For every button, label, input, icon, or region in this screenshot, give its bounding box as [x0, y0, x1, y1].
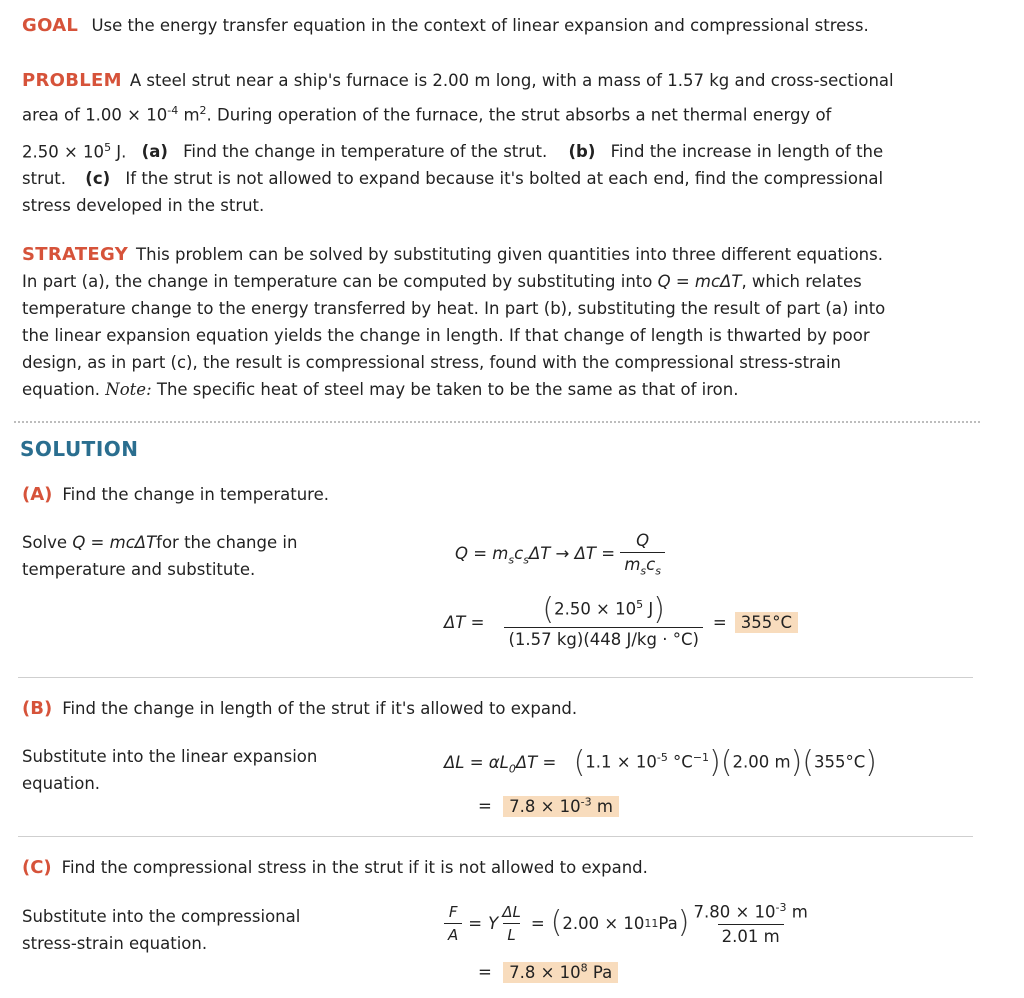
- fraction-denominator: 2.01 m: [718, 924, 784, 946]
- subscript: s: [655, 564, 661, 578]
- eq-text: Y: [488, 913, 499, 933]
- factor: Pa: [658, 913, 678, 933]
- eq-text: ΔT =: [444, 612, 485, 632]
- part-c-result: [503, 962, 618, 983]
- exponent: -3: [580, 795, 592, 808]
- instr-text: temperature and substitute.: [22, 560, 256, 579]
- fraction: [498, 903, 525, 944]
- strategy-line: design, as in part (c), the result is compressional stress, found with the compressional stress-strain: [22, 353, 841, 372]
- exponent: -3: [775, 901, 787, 914]
- fraction: $\frac{(2.50 \times 10^5 J)}{(1.57 kg)(448 J/kg \cdot ^\circ C)}$: [504, 595, 702, 649]
- instr-text: stress-strain equation.: [22, 934, 208, 953]
- part-a-label: (a): [141, 142, 168, 161]
- problem-line: stress developed in the strut.: [22, 196, 265, 215]
- section-divider: [14, 421, 980, 423]
- part-a-heading: Find the change in temperature.: [62, 485, 329, 504]
- problem-line: area of 1.00 × 10: [22, 105, 168, 125]
- eq-text: =: [478, 796, 492, 816]
- problem-line: J.: [111, 142, 127, 161]
- part-b-equation-1: $\Delta L = \alpha L_0\Delta T = (1.1 \times 10^{-5}$ $^\circ C^{-1})(2.00$ m)(355°C): [444, 745, 877, 780]
- part-a-equation-1: [455, 531, 665, 577]
- part-c-label: (C): [22, 857, 52, 878]
- exponent: 2: [199, 104, 207, 117]
- fraction-denominator: (1.57 kg)(448 J/kg · °C): [504, 627, 702, 649]
- fraction-numerator: 7.80 × 10: [693, 902, 776, 922]
- subscript: 0: [508, 761, 516, 775]
- subscript: s: [523, 552, 529, 566]
- part-c-label: (c): [85, 169, 111, 188]
- fraction-numerator: ΔL: [502, 902, 521, 921]
- part-divider: [18, 677, 973, 678]
- instr-text: Substitute into the linear expansion: [22, 747, 318, 766]
- factor: 2.00 × 10: [562, 913, 645, 933]
- factor: 2.00 m: [732, 752, 791, 772]
- note-label: Note:: [105, 380, 152, 399]
- problem-section: [22, 67, 997, 219]
- goal-label: GOAL: [22, 15, 79, 36]
- part-a-text: Find the change in temperature of the strut.: [183, 142, 548, 161]
- part-b-instructions: [22, 743, 317, 797]
- strategy-equation: Q = mcΔT: [657, 272, 742, 291]
- result-text: 7.8 × 10: [509, 962, 581, 982]
- fraction: [444, 903, 462, 944]
- part-b-result: [503, 796, 619, 817]
- part-b-equation-2: [478, 795, 619, 816]
- eq-text: =: [468, 913, 483, 933]
- part-c-heading: Find the compressional stress in the strut if it is not allowed to expand.: [61, 858, 648, 877]
- eq-text: =: [530, 913, 545, 933]
- part-b-label: (b): [568, 142, 596, 161]
- exponent: −1: [692, 751, 710, 764]
- strategy-line: temperature change to the energy transferred by heat. In part (b), substituting the result of part (a) into: [22, 299, 886, 318]
- strategy-line: This problem can be solved by substituting given quantities into three different equations.: [136, 245, 883, 264]
- eq-text: c: [514, 543, 524, 563]
- fraction-numerator: m: [786, 902, 808, 922]
- part-a-result: 355°C: [735, 612, 798, 633]
- result-text: Pa: [587, 962, 613, 982]
- goal-section: [22, 12, 997, 39]
- problem-line: 2.50 × 10: [22, 142, 105, 161]
- result-text: 7.8 × 10: [509, 796, 581, 816]
- instr-equation: Q = mcΔT: [72, 533, 157, 552]
- fraction-denominator: c: [646, 555, 656, 574]
- fraction-denominator: L: [503, 923, 519, 944]
- part-a-instructions: [22, 529, 297, 583]
- part-c-heading-row: [22, 857, 648, 878]
- problem-label: PROBLEM: [22, 70, 122, 91]
- eq-text: ΔL = αL: [444, 752, 509, 772]
- part-b-heading-row: [22, 698, 577, 719]
- eq-text: =: [478, 962, 492, 982]
- fraction: [689, 901, 811, 946]
- factor: 355°C: [814, 752, 866, 772]
- problem-line: . During operation of the furnace, the strut absorbs a net thermal energy of: [206, 105, 832, 125]
- part-c-instructions: [22, 903, 300, 957]
- strategy-line: equation.: [22, 380, 106, 399]
- factor: °C: [667, 752, 693, 772]
- eq-text: Q = m: [455, 543, 509, 563]
- eq-text: ΔT =: [515, 752, 557, 772]
- problem-line: strut.: [22, 169, 67, 188]
- part-b-text: Find the increase in length of the: [610, 142, 884, 161]
- part-a-heading-row: [22, 484, 329, 505]
- part-c-equation-1: $\frac{F}{A}$ = Y $\frac{\Delta L}{L}$ = ( 2.00 × 10 11 Pa ) $\frac{7.80 \times 10^{-3} m}{2.01 m}$: [444, 901, 812, 946]
- instr-text: Substitute into the compressional: [22, 907, 301, 926]
- problem-line: A steel strut near a ship's furnace is 2.00 m long, with a mass of 1.57 kg and cross-sectional: [129, 71, 894, 90]
- exponent: 11: [644, 916, 659, 930]
- instr-text: for the change in: [156, 533, 298, 552]
- subscript: s: [640, 564, 647, 578]
- part-a-label: (A): [22, 484, 53, 505]
- eq-text: ΔT → ΔT =: [528, 543, 616, 563]
- part-b-label: (B): [22, 698, 53, 719]
- part-a-equation-2: [444, 592, 798, 649]
- strategy-line: In part (a), the change in temperature can be computed by substituting into: [22, 272, 658, 291]
- fraction-denominator: A: [444, 923, 462, 944]
- fraction-numerator: 2.50 × 10: [554, 599, 637, 619]
- exponent: 8: [580, 961, 588, 974]
- problem-line: m: [178, 105, 200, 125]
- solution-title: SOLUTION: [20, 437, 139, 461]
- part-divider: [18, 836, 973, 837]
- strategy-section: [22, 241, 997, 403]
- factor: 1.1 × 10: [585, 752, 657, 772]
- fraction-numerator: J: [643, 599, 654, 619]
- fraction: [620, 531, 665, 577]
- subscript: s: [508, 552, 515, 566]
- eq-text: =: [712, 612, 727, 632]
- exponent: 5: [636, 598, 644, 611]
- goal-text: Use the energy transfer equation in the context of linear expansion and compressional stress.: [91, 16, 869, 35]
- fraction-denominator: m: [624, 555, 641, 574]
- exponent: -4: [167, 104, 179, 117]
- part-c-equation-2: [478, 961, 618, 982]
- strategy-line: The specific heat of steel may be taken to be the same as that of iron.: [151, 380, 739, 399]
- exponent: 5: [104, 140, 112, 154]
- instr-text: Solve: [22, 533, 73, 552]
- part-c-text: If the strut is not allowed to expand because it's bolted at each end, find the compressional: [125, 169, 884, 188]
- fraction-numerator: Q: [636, 531, 650, 550]
- result-text: m: [591, 796, 613, 816]
- exponent: -5: [656, 751, 668, 764]
- instr-text: equation.: [22, 774, 101, 793]
- strategy-line: , which relates: [741, 272, 862, 291]
- part-b-heading: Find the change in length of the strut if it's allowed to expand.: [62, 699, 578, 718]
- strategy-label: STRATEGY: [22, 244, 129, 265]
- fraction-numerator: F: [448, 902, 458, 921]
- strategy-line: the linear expansion equation yields the change in length. If that change of length is thwarted by poor: [22, 326, 870, 345]
